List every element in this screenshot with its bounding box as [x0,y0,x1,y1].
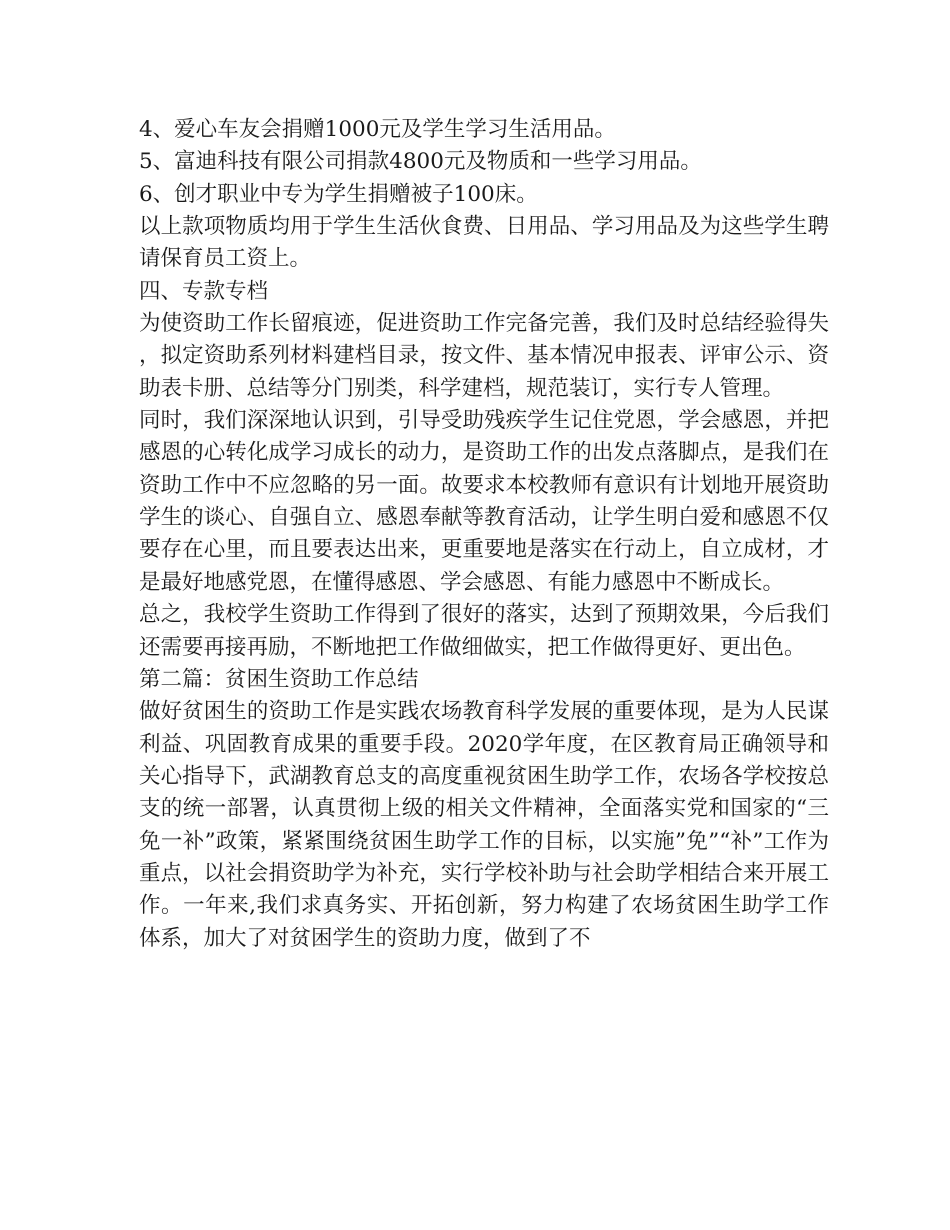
paragraph-archiving: 为使资助工作长留痕迹，促进资助工作完备完善，我们及时总结经验得失，拟定资助系列材料建档目录，按文件、基本情况申报表、评审公示、资助表卡册、总结等分门别类，科学建档，规范装订，实行专人管理。 [139,311,829,401]
paragraph-donation-4: 4、爱心车友会捐赠1000元及学生学习生活用品。 [139,117,616,142]
paragraph-gratitude: 同时，我们深深地认识到，引导受助残疾学生记住党恩，学会感恩，并把感恩的心转化成学习成长的动力，是资助工作的出发点落脚点，是我们在资助工作中不应忽略的另一面。故要求本校教师有意识有计划地开展资助学生的谈心、自强自立、感恩奉献等教育活动，让学生明白爱和感恩不仅要存在心里，而且要表达出来，更重要地是落实在行动上，自立成材，才是最好地感党恩，在懂得感恩、学会感恩、有能力感恩中不断成长。 [139,408,829,595]
section-heading-4: 四、专款专档 [139,278,269,304]
paragraph-intro-2: 做好贫困生的资助工作是实践农场教育科学发展的重要体现，是为人民谋利益、巩固教育成果的重要手段。2020学年度，在区教育局正确领导和关心指导下，武湖教育总支的高度重视贫困生助学工作，农场各学校按总支的统一部署，认真贯彻上级的相关文件精神，全面落实党和国家的“三免一补”政策，紧紧围绕贫困生助学工作的目标，以实施”免”“补”工作为重点，以社会捐资助学为补充，实行学校补助与社会助学相结合来开展工作。一年来,我们求真务实、开拓创新，努力构建了农场贫困生助学工作体系，加大了对贫困学生的资助力度，做到了不 [139,699,829,951]
paragraph-donation-6: 6、创才职业中专为学生捐赠被子100床。 [139,181,538,207]
paragraph-usage: 以上款项物质均用于学生生活伙食费、日用品、学习用品及为这些学生聘请保育员工资上。 [139,214,829,272]
paragraph-donation-5: 5、富迪科技有限公司捐款4800元及物质和一些学习用品。 [139,149,702,175]
paragraph-conclusion: 总之，我校学生资助工作得到了很好的落实，达到了预期效果，今后我们还需要再接再励，不断地把工作做细做实，把工作做得更好、更出色。 [139,602,829,660]
document-body [139,114,829,955]
article-title-2: 第二篇：贫困生资助工作总结 [139,666,419,692]
